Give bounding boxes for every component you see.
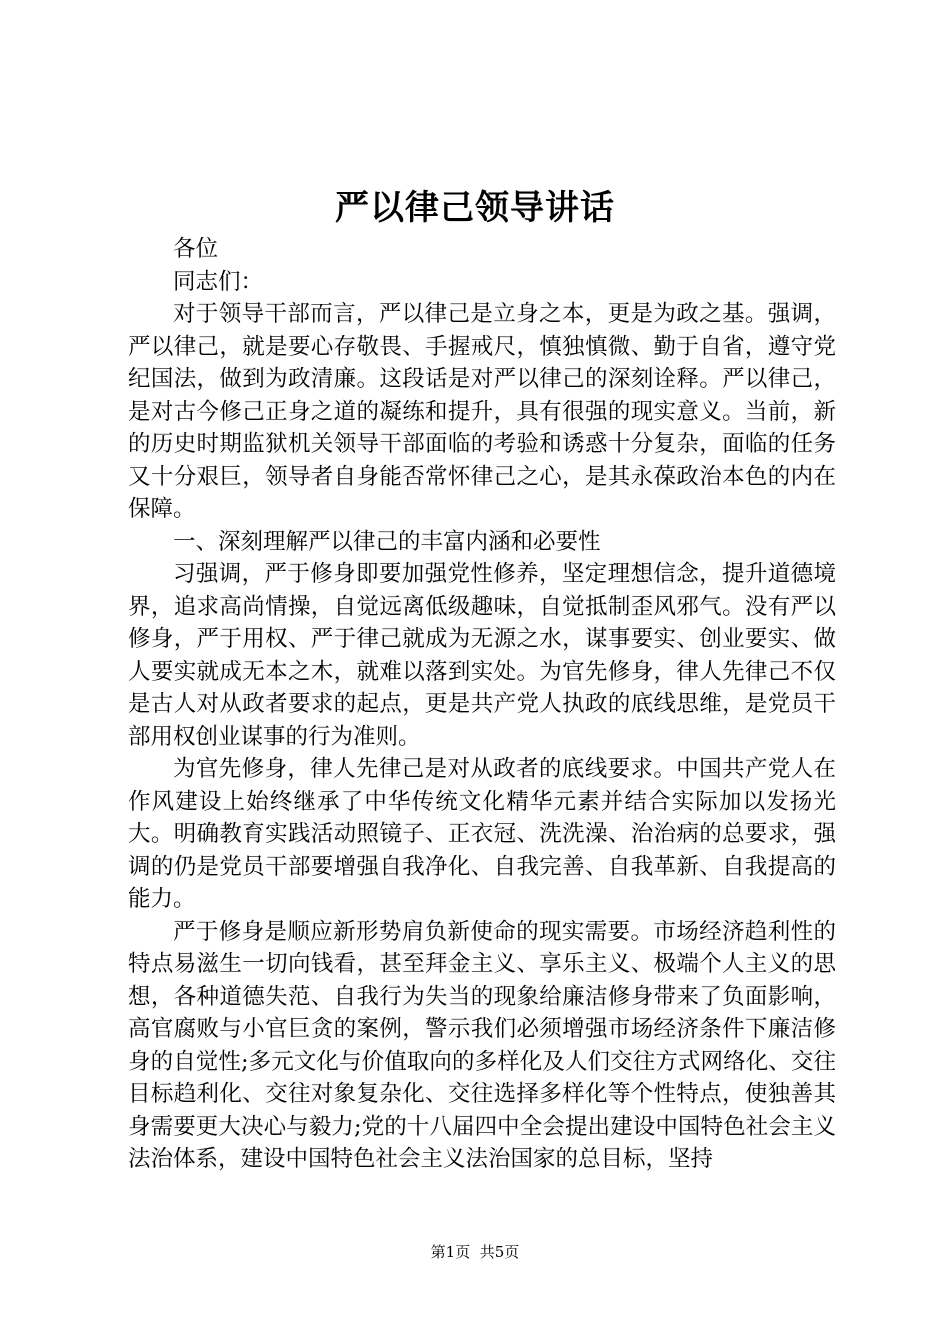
salutation-line-2: 同志们： bbox=[173, 268, 264, 295]
salutation-line-1: 各位 bbox=[173, 236, 219, 262]
body-paragraph: 习强调，严于修身即要加强党性修养，坚定理想信念，提升道德境界，追求高尚情操，自觉远离低级趣味，自觉抵制歪风邪气。没有严以修身，严于用权、严于律己就成为无源之水，谋事要实、创业要实、做人要实就成无本之木，就难以落到实处。为官先修身，律人先律己不仅是古人对从政者要求的起点，更是共产党人执政的底线思维，是党员干部用权创业谋事的行为准则。 bbox=[128, 561, 836, 750]
document-body bbox=[128, 233, 836, 1176]
page-total: 共5页 bbox=[479, 1243, 520, 1261]
page-footer bbox=[0, 1240, 950, 1264]
body-paragraph: 严于修身是顺应新形势肩负新使命的现实需要。市场经济趋利性的特点易滋生一切向钱看，甚至拜金主义、享乐主义、极端个人主义的思想，各种道德失范、自我行为失当的现象给廉洁修身带来了负面影响，高官腐败与小官巨贪的案例，警示我们必须增强市场经济条件下廉洁修身的自觉性;多元文化与价值取向的多样化及人们交往方式网络化、交往目标趋利化、交往对象复杂化、交往选择多样化等个性特点，使独善其身需要更大决心与毅力;党的十八届四中全会提出建设中国特色社会主义法治体系，建设中国特色社会主义法治国家的总目标，坚持 bbox=[128, 918, 836, 1172]
document-title: 严以律己领导讲话 bbox=[335, 188, 615, 228]
body-paragraph: 对于领导干部而言，严以律己是立身之本，更是为政之基。强调，严以律己，就是要心存敬畏、手握戒尺，慎独慎微、勤于自省，遵守党纪国法，做到为政清廉。这段话是对严以律己的深刻诠释。严以律己，是对古今修己正身之道的凝练和提升，具有很强的现实意义。当前，新的历史时期监狱机关领导干部面临的考验和诱惑十分复杂，面临的任务又十分艰巨，领导者自身能否常怀律己之心，是其永葆政治本色的内在保障。 bbox=[128, 301, 836, 522]
page-number: 第1页 bbox=[430, 1243, 471, 1261]
section-heading: 一、深刻理解严以律己的丰富内涵和必要性 bbox=[173, 528, 601, 555]
body-paragraph: 为官先修身，律人先律己是对从政者的底线要求。中国共产党人在作风建设上始终继承了中华传统文化精华元素并结合实际加以发扬光大。明确教育实践活动照镜子、正衣冠、洗洗澡、治治病的总要求，强调的仍是党员干部要增强自我净化、自我完善、自我革新、自我提高的能力。 bbox=[128, 756, 836, 912]
